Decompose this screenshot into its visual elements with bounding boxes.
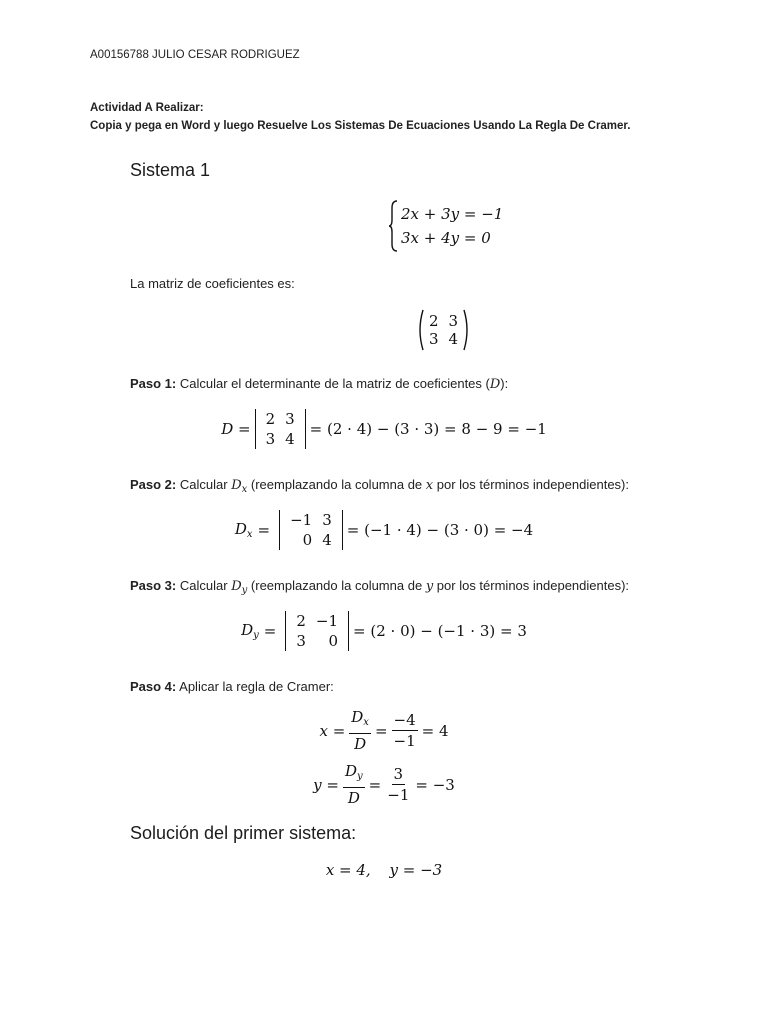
coefficient-matrix-intro: La matriz de coeficientes es:: [130, 276, 295, 291]
matrix-cell: 0: [328, 632, 339, 650]
step-4-text: Paso 4: Aplicar la regla de Cramer:: [130, 679, 334, 694]
cramer-x-equation: x = $\frac{D_x}{D}$ = $\frac{-4}{-1}$ = 4: [319, 708, 449, 753]
matrix-cell: 2: [265, 410, 276, 428]
equation-1: 2x + 3y = −1: [401, 205, 504, 223]
fraction: $\frac{D_x}{D}$: [351, 708, 369, 753]
matrix-cell: 4: [285, 430, 295, 448]
fraction: $\frac{D_y}{D}$: [344, 762, 363, 807]
matrix-cell: 4: [448, 330, 459, 348]
solution-values: [0, 861, 768, 879]
step-1-equation: D = 2 3 3 4 = (2 · 4) − (3 · 3) = 8 − 9 = −1: [221, 410, 547, 448]
determinant: [255, 409, 306, 449]
matrix-cell: 3: [429, 330, 439, 348]
right-paren-icon: [463, 309, 471, 351]
matrix-cell: 2: [429, 312, 439, 330]
solution-y: y = −3: [389, 861, 443, 879]
solution-x: x = 4,: [325, 861, 371, 879]
matrix-cell: 3: [296, 632, 306, 650]
equation-2: 3x + 4y = 0: [401, 229, 491, 247]
system-title: Sistema 1: [130, 160, 211, 180]
fraction: $\frac{3}{-1}$: [387, 765, 410, 804]
step-1-text: Paso 1: Calcular el determinante de la matriz de coeficientes (D):: [130, 376, 509, 392]
matrix-cell: 3: [448, 312, 459, 330]
matrix-cell: 2: [296, 612, 306, 630]
matrix-cell: −1: [315, 612, 339, 630]
student-id-line: A00156788 JULIO CESAR RODRIGUEZ: [90, 49, 300, 61]
determinant: [279, 510, 343, 550]
cramer-y-equation: y = $\frac{D_y}{D}$ = $\frac{3}{-1}$ = −3: [313, 762, 455, 807]
left-brace-icon: [388, 200, 398, 252]
solution-title: Solución del primer sistema:: [130, 823, 357, 843]
activity-instruction: Copia y pega en Word y luego Resuelve Los Sistemas De Ecuaciones Usando La Regla De Cramer.: [90, 120, 631, 132]
step-3-equation: $D_y$ = 2 −1 3 0 = (2 · 0) − (−1 · 3) = 3: [241, 612, 527, 650]
determinant: [285, 611, 349, 651]
activity-label: Actividad A Realizar:: [90, 102, 204, 114]
step-2-equation: $D_x$ = −1 3 0 4 = (−1 · 4) − (3 · 0) = −4: [234, 511, 534, 549]
step-3-text: Paso 3: Calcular $D_y$ (reemplazando la columna de y por los términos independientes):: [130, 578, 630, 596]
matrix-cell: 3: [265, 430, 276, 448]
matrix-cell: 3: [322, 511, 332, 529]
matrix-cell: −1: [290, 511, 313, 529]
step-2-text: Paso 2: Calcular $D_x$ (reemplazando la columna de x por los términos independientes):: [130, 477, 629, 495]
matrix-cell: 4: [322, 531, 332, 549]
matrix-cell: 0: [302, 531, 313, 549]
equation-system: [388, 200, 503, 252]
left-paren-icon: [416, 309, 424, 351]
coefficient-matrix: [416, 309, 471, 351]
fraction: $\frac{-4}{-1}$: [393, 711, 416, 750]
matrix-cell: 3: [285, 410, 295, 428]
